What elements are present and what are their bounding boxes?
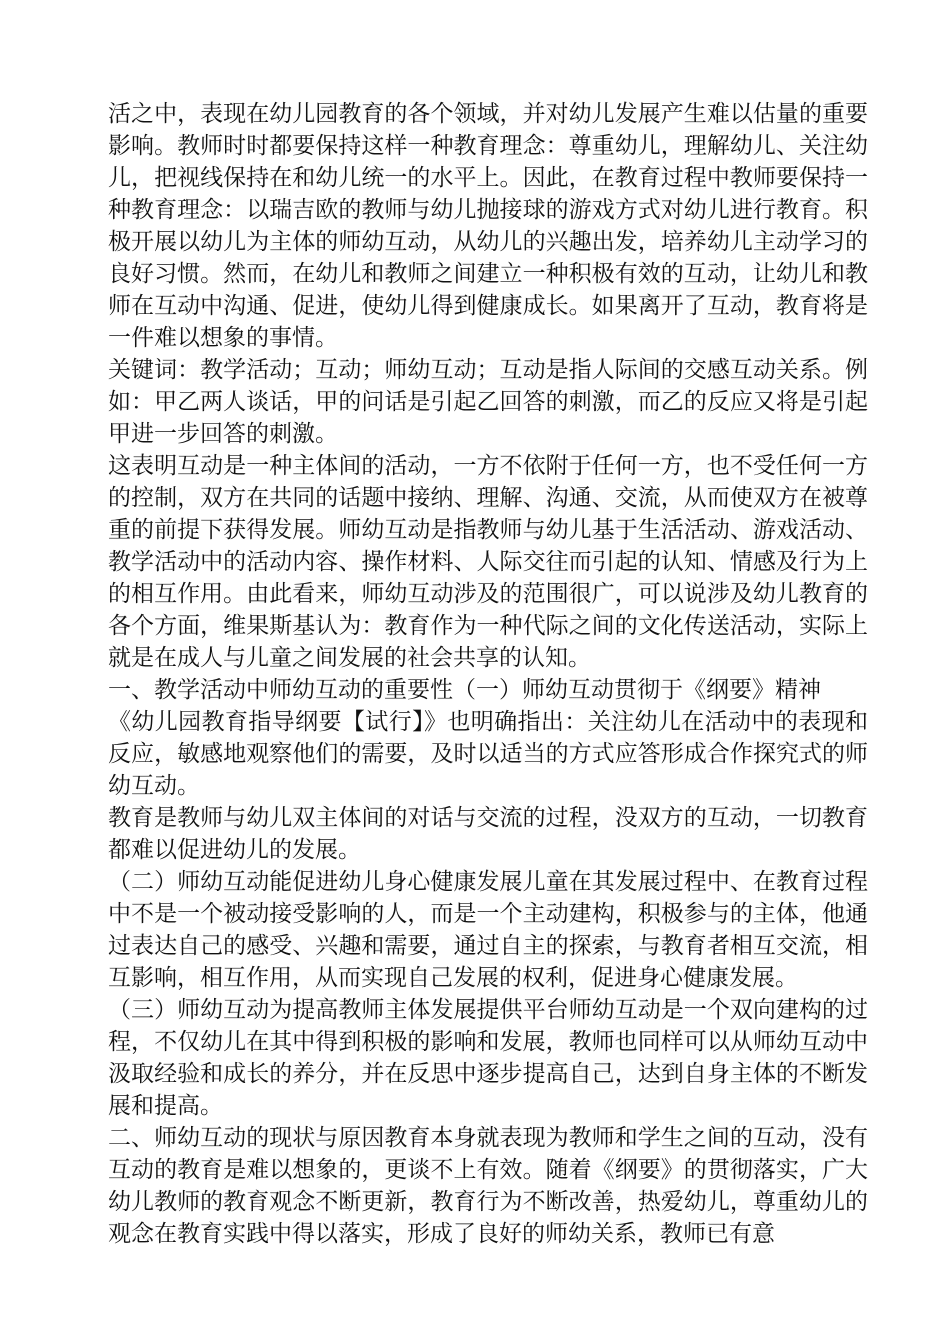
section-heading-importance: 一、教学活动中师幼互动的重要性（一）师幼互动贯彻于《纲要》精神 <box>108 677 821 703</box>
paragraph-keywords: 关键词：教学活动；互动；师幼互动；互动是指人际间的交感互动关系。例如：甲乙两人谈话，甲的问话是引起乙回答的刺激，而乙的反应又将是引起甲进一步回答的刺激。 <box>108 357 868 447</box>
paragraph-section-two: 二、师幼互动的现状与原因教育本身就表现为教师和学生之间的互动，没有互动的教育是难以想象的，更谈不上有效。随着《纲要》的贯彻落实，广大幼儿教师的教育观念不断更新，教育行为不断改善，热爱幼儿，尊重幼儿的观念在教育实践中得以落实，形成了良好的师幼关系，教师已有意 <box>108 1125 868 1247</box>
document-page <box>108 98 868 1250</box>
paragraph-interaction-definition: 这表明互动是一种主体间的活动，一方不依附于任何一方，也不受任何一方的控制，双方在共同的话题中接纳、理解、沟通、交流，从而使双方在被尊重的前提下获得发展。师幼互动是指教师与幼儿基于生活活动、游戏活动、教学活动中的活动内容、操作材料、人际交往而引起的认知、情感及行为上的相互作用。由此看来，师幼互动涉及的范围很广，可以说涉及幼儿教育的各个方面，维果斯基认为：教育作为一种代际之间的文化传送活动，实际上就是在成人与儿童之间发展的社会共享的认知。 <box>108 453 868 671</box>
paragraph-subsection-two: （二）师幼互动能促进幼儿身心健康发展儿童在其发展过程中、在教育过程中不是一个被动接受影响的人，而是一个主动建构，积极参与的主体，他通过表达自己的感受、兴趣和需要，通过自主的探索，与教育者相互交流，相互影响，相互作用，从而实现自己发展的权利，促进身心健康发展。 <box>108 869 868 991</box>
paragraph-guidelines-quote: 《幼儿园教育指导纲要【试行】》也明确指出：关注幼儿在活动中的表现和反应，敏感地观察他们的需要，及时以适当的方式应答形成合作探究式的师幼互动。 <box>108 709 868 799</box>
paragraph-dialogue: 教育是教师与幼儿双主体间的对话与交流的过程，没双方的互动，一切教育都难以促进幼儿的发展。 <box>108 805 868 863</box>
paragraph-intro: 活之中，表现在幼儿园教育的各个领域，并对幼儿发展产生难以估量的重要影响。教师时时都要保持这样一种教育理念：尊重幼儿，理解幼儿、关注幼儿，把视线保持在和幼儿统一的水平上。因此，在教育过程中教师要保持一种教育理念：以瑞吉欧的教师与幼儿抛接球的游戏方式对幼儿进行教育。积极开展以幼儿为主体的师幼互动，从幼儿的兴趣出发，培养幼儿主动学习的良好习惯。然而，在幼儿和教师之间建立一种积极有效的互动，让幼儿和教师在互动中沟通、促进，使幼儿得到健康成长。如果离开了互动，教育将是一件难以想象的事情。 <box>108 101 868 351</box>
paragraph-subsection-three: （三）师幼互动为提高教师主体发展提供平台师幼互动是一个双向建构的过程，不仅幼儿在其中得到积极的影响和发展，教师也同样可以从师幼互动中汲取经验和成长的养分，并在反思中逐步提高自己，达到自身主体的不断发展和提高。 <box>108 997 868 1119</box>
